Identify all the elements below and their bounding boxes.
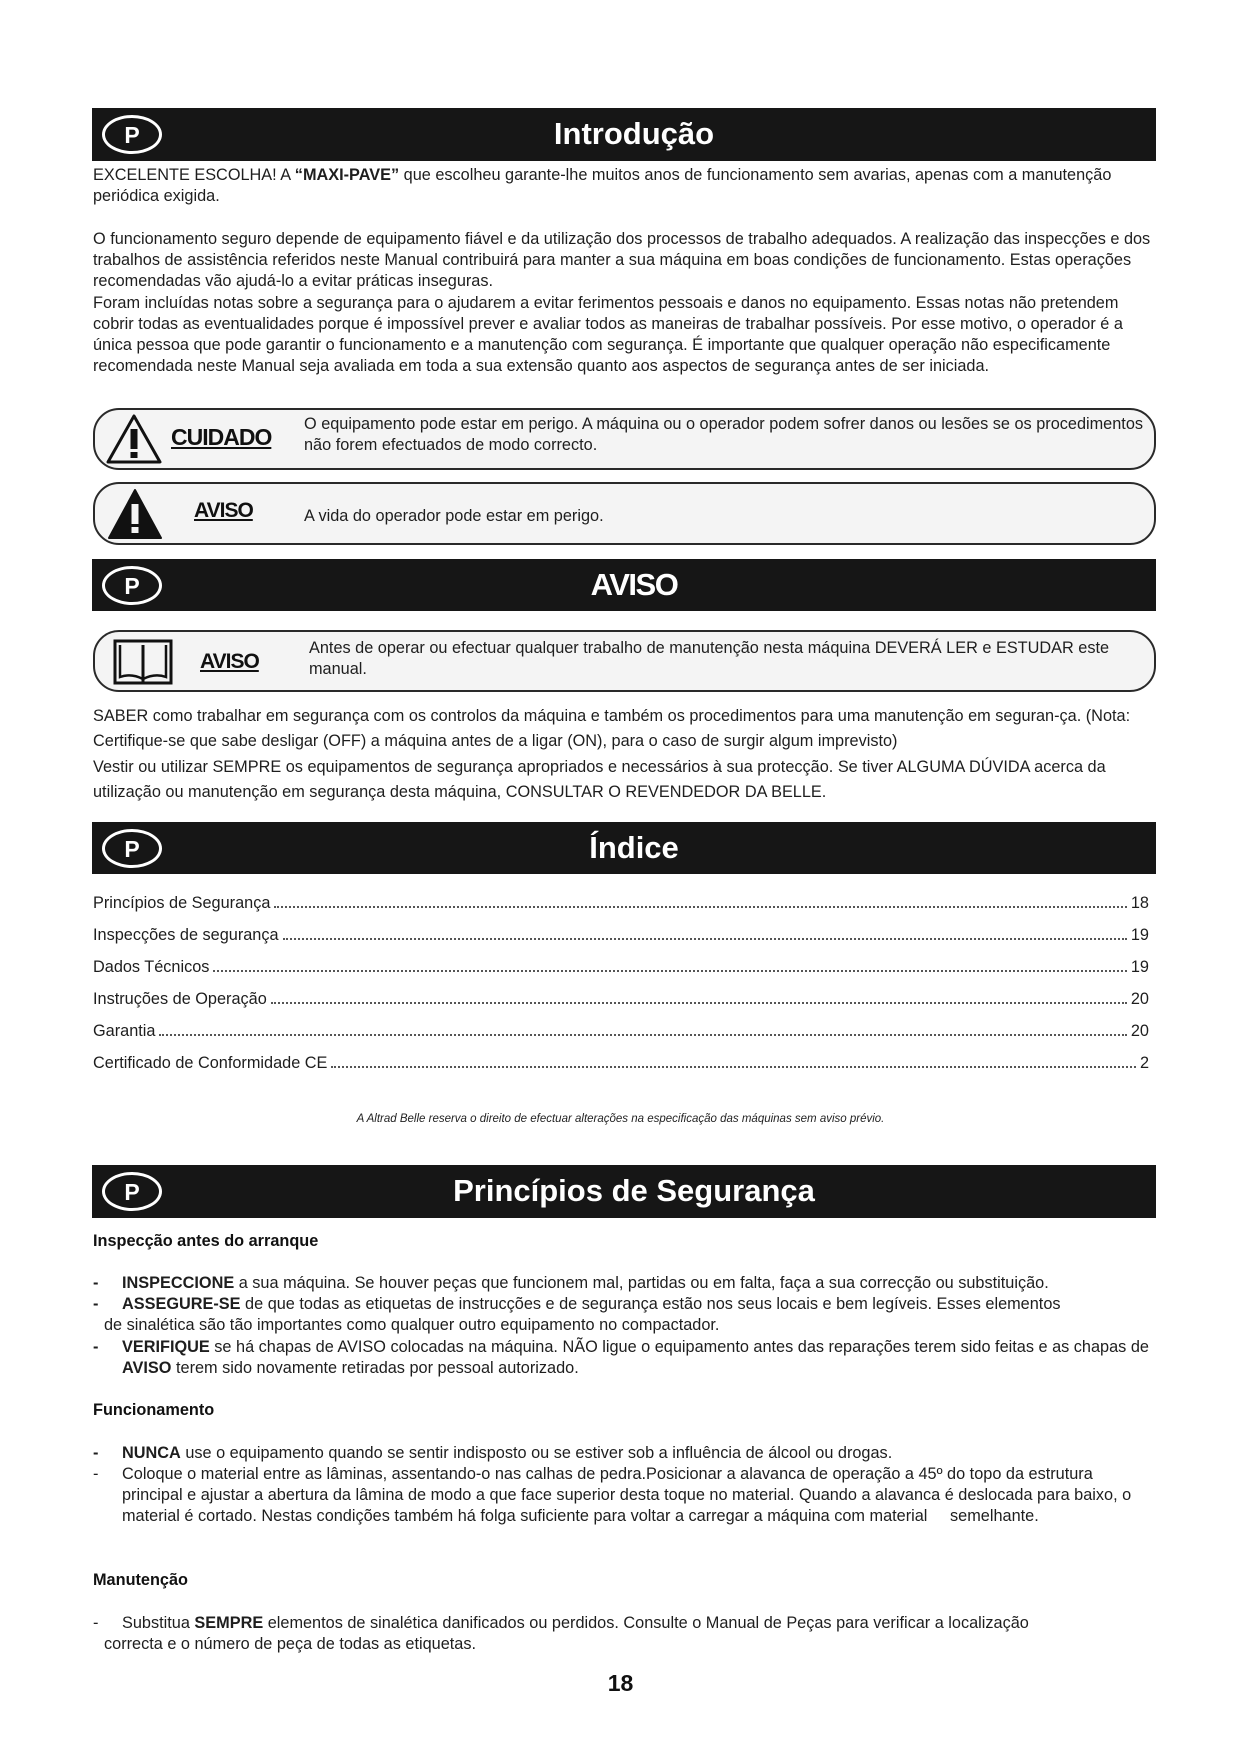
intro-paragraph-3: Foram incluídas notas sobre a segurança para o ajudarem a evitar ferimentos pessoais e danos no equipamento. Essas notas não pretendem cobrir todas as eventualidades porque é impossível prever e avaliar todos as maneiras de trabalhar possíveis. Por esse motivo, o operador é a única pessoa que pode garantir o funcionamento e a manutenção com segurança. É importante que qualquer operação não especificamente recomendada neste Manual seja avaliada em toda a sua extensão quanto aos aspectos de segurança antes de ser iniciada. <box>93 294 1123 375</box>
p-language-badge: P <box>102 115 162 154</box>
intro-paragraph-1: EXCELENTE ESCOLHA! A “MAXI-PAVE” que escolheu garante-lhe muitos anos de funcionamento sem avarias, apenas com a manutenção periódica exigida. <box>93 166 1112 205</box>
toc-entry[interactable] <box>93 892 1149 914</box>
list-item: - NUNCA use o equipamento quando se sentir indisposto ou se estiver sob a influência de álcool ou drogas. <box>93 1444 893 1462</box>
book-icon <box>113 639 173 685</box>
page-number: 18 <box>607 1670 634 1696</box>
toc-entry-label: Certificado de Conformidade CE <box>93 1054 328 1072</box>
toc-entry-label: Inspecções de segurança <box>93 926 279 944</box>
aviso-paragraph-2: Vestir ou utilizar SEMPRE os equipamentos de segurança apropriados e necessários à sua protecção. Se tiver ALGUMA DÚVIDA acerca da utilização ou manutenção em segurança desta máquina, CONSULTAR O REVENDEDOR DA BELLE. <box>93 758 1106 801</box>
toc-entry[interactable] <box>93 1052 1149 1074</box>
toc-entry-label: Instruções de Operação <box>93 990 267 1008</box>
toc-entry-page: 20 <box>1130 1022 1149 1040</box>
toc-entry-page: 2 <box>1139 1054 1149 1072</box>
read-manual-callout <box>93 630 1156 692</box>
toc-entry[interactable] <box>93 956 1149 978</box>
aviso-label: AVISO <box>200 650 259 673</box>
toc-entry-label: Garantia <box>93 1022 156 1040</box>
subheading-inspeccao: Inspecção antes do arranque <box>93 1232 319 1250</box>
aviso-callout <box>93 482 1156 545</box>
disclaimer: A Altrad Belle reserva o direito de efectuar alterações na especificação das máquinas sem aviso prévio. <box>356 1113 885 1125</box>
warning-triangle-icon <box>107 488 163 540</box>
section-header-introducao <box>92 108 1156 161</box>
intro-paragraph-2: O funcionamento seguro depende de equipamento fiável e da utilização dos processos de trabalho adequados. A realização das inspecções e dos trabalhos de assistência referidos neste Manual contribuirá para manter a sua máquina em boas condições de funcionamento. Estas operações recomendadas vão ajudá-lo a evitar práticas inseguras. <box>93 230 1151 290</box>
list-item-continuation: de sinalética são tão importantes como qualquer outro equipamento no compactador. <box>104 1316 720 1334</box>
toc-entry-page: 18 <box>1130 894 1149 912</box>
section-title: Índice <box>589 830 679 865</box>
subheading-manutencao: Manutenção <box>93 1571 188 1589</box>
toc-entry[interactable] <box>93 1020 1149 1042</box>
p-language-badge: P <box>102 566 162 605</box>
list-item: - VERIFIQUE se há chapas de AVISO colocadas na máquina. NÃO ligue o equipamento antes das reparações terem sido feitas e as chapas de AVISO terem sido novamente retiradas por pessoal autorizado. <box>93 1338 1149 1377</box>
section-title: Princípios de Segurança <box>453 1173 815 1208</box>
section-title: AVISO <box>590 567 678 602</box>
toc-entry[interactable] <box>93 924 1149 946</box>
list-item: - ASSEGURE-SE de que todas as etiquetas de instrucções e de segurança estão nos seus locais e bem legíveis. Esses elementos <box>93 1295 1061 1313</box>
read-manual-text: Antes de operar ou efectuar qualquer trabalho de manutenção nesta máquina DEVERÁ LER e ESTUDAR este manual. <box>309 639 1110 678</box>
cuidado-text: O equipamento pode estar em perigo. A máquina ou o operador podem sofrer danos ou lesões se os procedimentos não forem efectuados de modo correcto. <box>304 415 1144 454</box>
p-language-badge: P <box>102 1172 162 1211</box>
caution-triangle-icon <box>105 412 163 466</box>
p-language-badge: P <box>102 829 162 868</box>
section-header-seguranca <box>92 1165 1156 1218</box>
subheading-funcionamento: Funcionamento <box>93 1401 215 1419</box>
toc-entry-page: 20 <box>1130 990 1149 1008</box>
list-item-continuation: correcta e o número de peça de todas as etiquetas. <box>104 1635 476 1653</box>
cuidado-callout <box>93 408 1156 470</box>
aviso-paragraph-1: SABER como trabalhar em segurança com os controlos da máquina e também os procedimentos para uma manutenção em seguran-ça. (Nota: Certifique-se que sabe desligar (OFF) a máquina antes de a ligar (ON), para o caso de surgir algum imprevisto) <box>93 707 1131 750</box>
section-title: Introdução <box>553 116 715 151</box>
toc-entry-label: Dados Técnicos <box>93 958 210 976</box>
toc-entry-page: 19 <box>1130 958 1149 976</box>
section-header-aviso <box>92 559 1156 611</box>
aviso-label: AVISO <box>194 499 253 522</box>
toc-entry-label: Princípios de Segurança <box>93 894 271 912</box>
list-item: - Substitua SEMPRE elementos de sinalética danificados ou perdidos. Consulte o Manual de Peças para verificar a localização <box>93 1614 1029 1632</box>
list-item: - Coloque o material entre as lâminas, assentando-o nas calhas de pedra.Posicionar a alavanca de operação a 45º do topo da estrutura principal e ajustar a abertura da lâmina de modo a que face superior desta toque no material. Quando a alavanca é deslocada para baixo, o material é cortado. Nestas condições também há folga suficiente para voltar a carregar a máquina com material semelhante. <box>93 1465 1136 1525</box>
aviso-text: A vida do operador pode estar em perigo. <box>304 507 604 525</box>
section-header-indice <box>92 822 1156 874</box>
toc-entry-page: 19 <box>1130 926 1149 944</box>
list-item: - INSPECCIONE a sua máquina. Se houver peças que funcionem mal, partidas ou em falta, faça a sua correcção ou substituição. <box>93 1274 1049 1292</box>
toc-entry[interactable] <box>93 988 1149 1010</box>
cuidado-label: CUIDADO <box>171 424 272 450</box>
